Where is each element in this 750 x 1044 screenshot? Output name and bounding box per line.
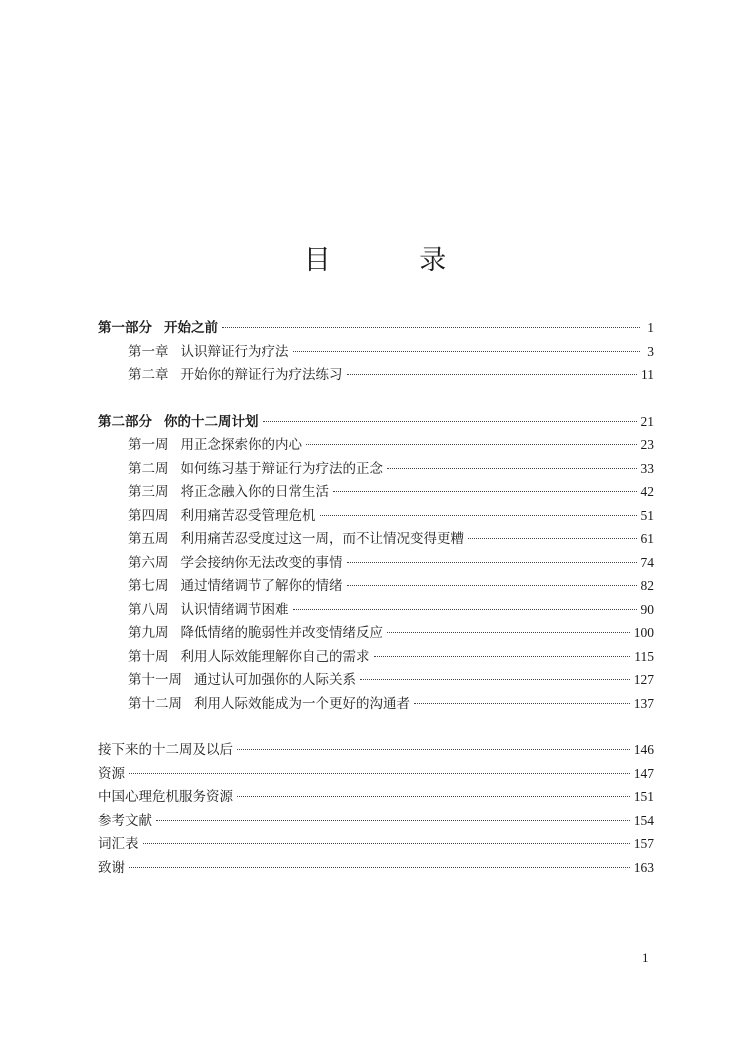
toc-entry[interactable] [98, 527, 654, 551]
entry-prefix: 第五周 [128, 531, 169, 547]
toc-entry[interactable] [98, 363, 654, 387]
entry-name: 利用人际效能理解你自己的需求 [180, 648, 370, 665]
toc-part-1[interactable] [98, 316, 654, 340]
page-number: 100 [633, 625, 654, 640]
entry-name: 通过情绪调节了解你的情绪 [180, 578, 343, 594]
part-name: 你的十二周计划 [164, 413, 259, 430]
toc-entry[interactable] [98, 457, 654, 481]
entry-prefix: 第一章 [128, 343, 169, 360]
entry-prefix: 第六周 [128, 554, 169, 571]
toc-entry[interactable] [98, 692, 654, 716]
leader-dots [320, 515, 637, 516]
part-prefix: 第一部分 [98, 320, 152, 336]
entry-name: 认识辩证行为疗法 [180, 343, 289, 360]
leader-dots [293, 351, 641, 352]
page-number: 127 [633, 672, 654, 687]
leader-dots [360, 679, 630, 680]
toc-entry[interactable] [98, 645, 654, 669]
section-gap [98, 715, 654, 738]
entry-name: 用正念探索你的内心 [180, 437, 302, 453]
toc-back-matter-entry[interactable] [98, 762, 654, 786]
section-gap [98, 387, 654, 410]
entry-name: 接下来的十二周及以后 [98, 742, 233, 758]
leader-dots [143, 843, 630, 844]
page-number: 163 [633, 859, 654, 875]
toc-entry[interactable] [98, 551, 654, 575]
leader-dots [387, 468, 637, 469]
leader-dots [306, 444, 637, 445]
entry-name: 参考文献 [98, 812, 152, 829]
leader-dots [237, 749, 630, 750]
entry-name: 致谢 [98, 859, 125, 876]
entry-prefix: 第八周 [128, 601, 169, 618]
footer-page-number: 1 [642, 950, 649, 965]
page-number: 90 [640, 601, 654, 617]
page-number: 146 [633, 742, 654, 757]
leader-dots [156, 820, 630, 821]
toc-part-2[interactable] [98, 410, 654, 434]
toc-entry[interactable] [98, 504, 654, 528]
leader-dots [347, 585, 637, 586]
toc-entry[interactable] [98, 340, 654, 364]
entry-name: 资源 [98, 765, 125, 782]
leader-dots [347, 374, 638, 375]
leader-dots [129, 773, 630, 774]
toc-back-matter-entry[interactable] [98, 738, 654, 762]
toc-entry[interactable] [98, 668, 654, 692]
page-number: 151 [633, 789, 654, 804]
leader-dots [333, 491, 637, 492]
page-number: 21 [640, 413, 654, 429]
entry-name: 词汇表 [98, 836, 139, 852]
entry-prefix: 第七周 [128, 578, 169, 594]
page-number: 11 [641, 367, 654, 382]
page-number: 147 [633, 765, 654, 781]
leader-dots [414, 703, 630, 704]
toc-entry[interactable] [98, 621, 654, 645]
page-number: 23 [640, 437, 654, 452]
leader-dots [222, 327, 640, 328]
leader-dots [347, 562, 637, 563]
page-number: 137 [633, 695, 654, 711]
part-prefix: 第二部分 [98, 413, 152, 430]
leader-dots [468, 538, 637, 539]
entry-prefix: 第二周 [128, 460, 169, 477]
toc-back-matter-entry[interactable] [98, 809, 654, 833]
entry-prefix: 第九周 [128, 625, 169, 641]
toc-entry[interactable] [98, 480, 654, 504]
entry-prefix: 第十一周 [128, 672, 182, 688]
page-number: 154 [633, 812, 654, 828]
page-number: 3 [647, 343, 654, 359]
toc-back-matter-entry[interactable] [98, 832, 654, 856]
leader-dots [129, 867, 630, 868]
entry-name: 将正念融入你的日常生活 [180, 484, 329, 500]
toc-entry[interactable] [98, 598, 654, 622]
entry-prefix: 第二章 [128, 367, 169, 383]
toc-entry[interactable] [98, 433, 654, 457]
page-number: 82 [640, 578, 654, 593]
entry-name: 通过认可加强你的人际关系 [194, 672, 356, 688]
entry-name: 降低情绪的脆弱性并改变情绪反应 [180, 625, 383, 641]
entry-name: 利用痛苦忍受度过这一周，而不让情况变得更糟 [180, 531, 464, 547]
table-of-contents [98, 316, 654, 879]
leader-dots [374, 656, 631, 657]
part-name: 开始之前 [164, 320, 218, 336]
toc-entry[interactable] [98, 574, 654, 598]
toc-back-matter-entry[interactable] [98, 785, 654, 809]
entry-name: 开始你的辩证行为疗法练习 [180, 367, 343, 383]
page-number: 157 [633, 836, 654, 851]
leader-dots [293, 609, 637, 610]
page-title: 目 录 [303, 245, 487, 276]
leader-dots [387, 632, 630, 633]
leader-dots [263, 421, 637, 422]
page-number: 42 [640, 484, 654, 499]
entry-name: 利用痛苦忍受管理危机 [180, 507, 316, 524]
page-number: 115 [634, 648, 654, 664]
page-number: 51 [640, 507, 654, 523]
page-number: 61 [640, 531, 654, 546]
entry-prefix: 第三周 [128, 484, 169, 500]
entry-name: 中国心理危机服务资源 [98, 789, 233, 805]
entry-prefix: 第十周 [128, 648, 169, 665]
leader-dots [237, 796, 630, 797]
entry-name: 如何练习基于辩证行为疗法的正念 [180, 460, 383, 477]
page-number: 33 [640, 460, 654, 476]
entry-prefix: 第四周 [128, 507, 169, 524]
entry-name: 学会接纳你无法改变的事情 [180, 554, 343, 571]
entry-prefix: 第十二周 [128, 695, 182, 712]
entry-name: 认识情绪调节困难 [180, 601, 289, 618]
entry-name: 利用人际效能成为一个更好的沟通者 [194, 695, 410, 712]
toc-back-matter-entry[interactable] [98, 856, 654, 880]
entry-prefix: 第一周 [128, 437, 169, 453]
page-number: 74 [640, 554, 654, 570]
page-number: 1 [647, 320, 654, 335]
